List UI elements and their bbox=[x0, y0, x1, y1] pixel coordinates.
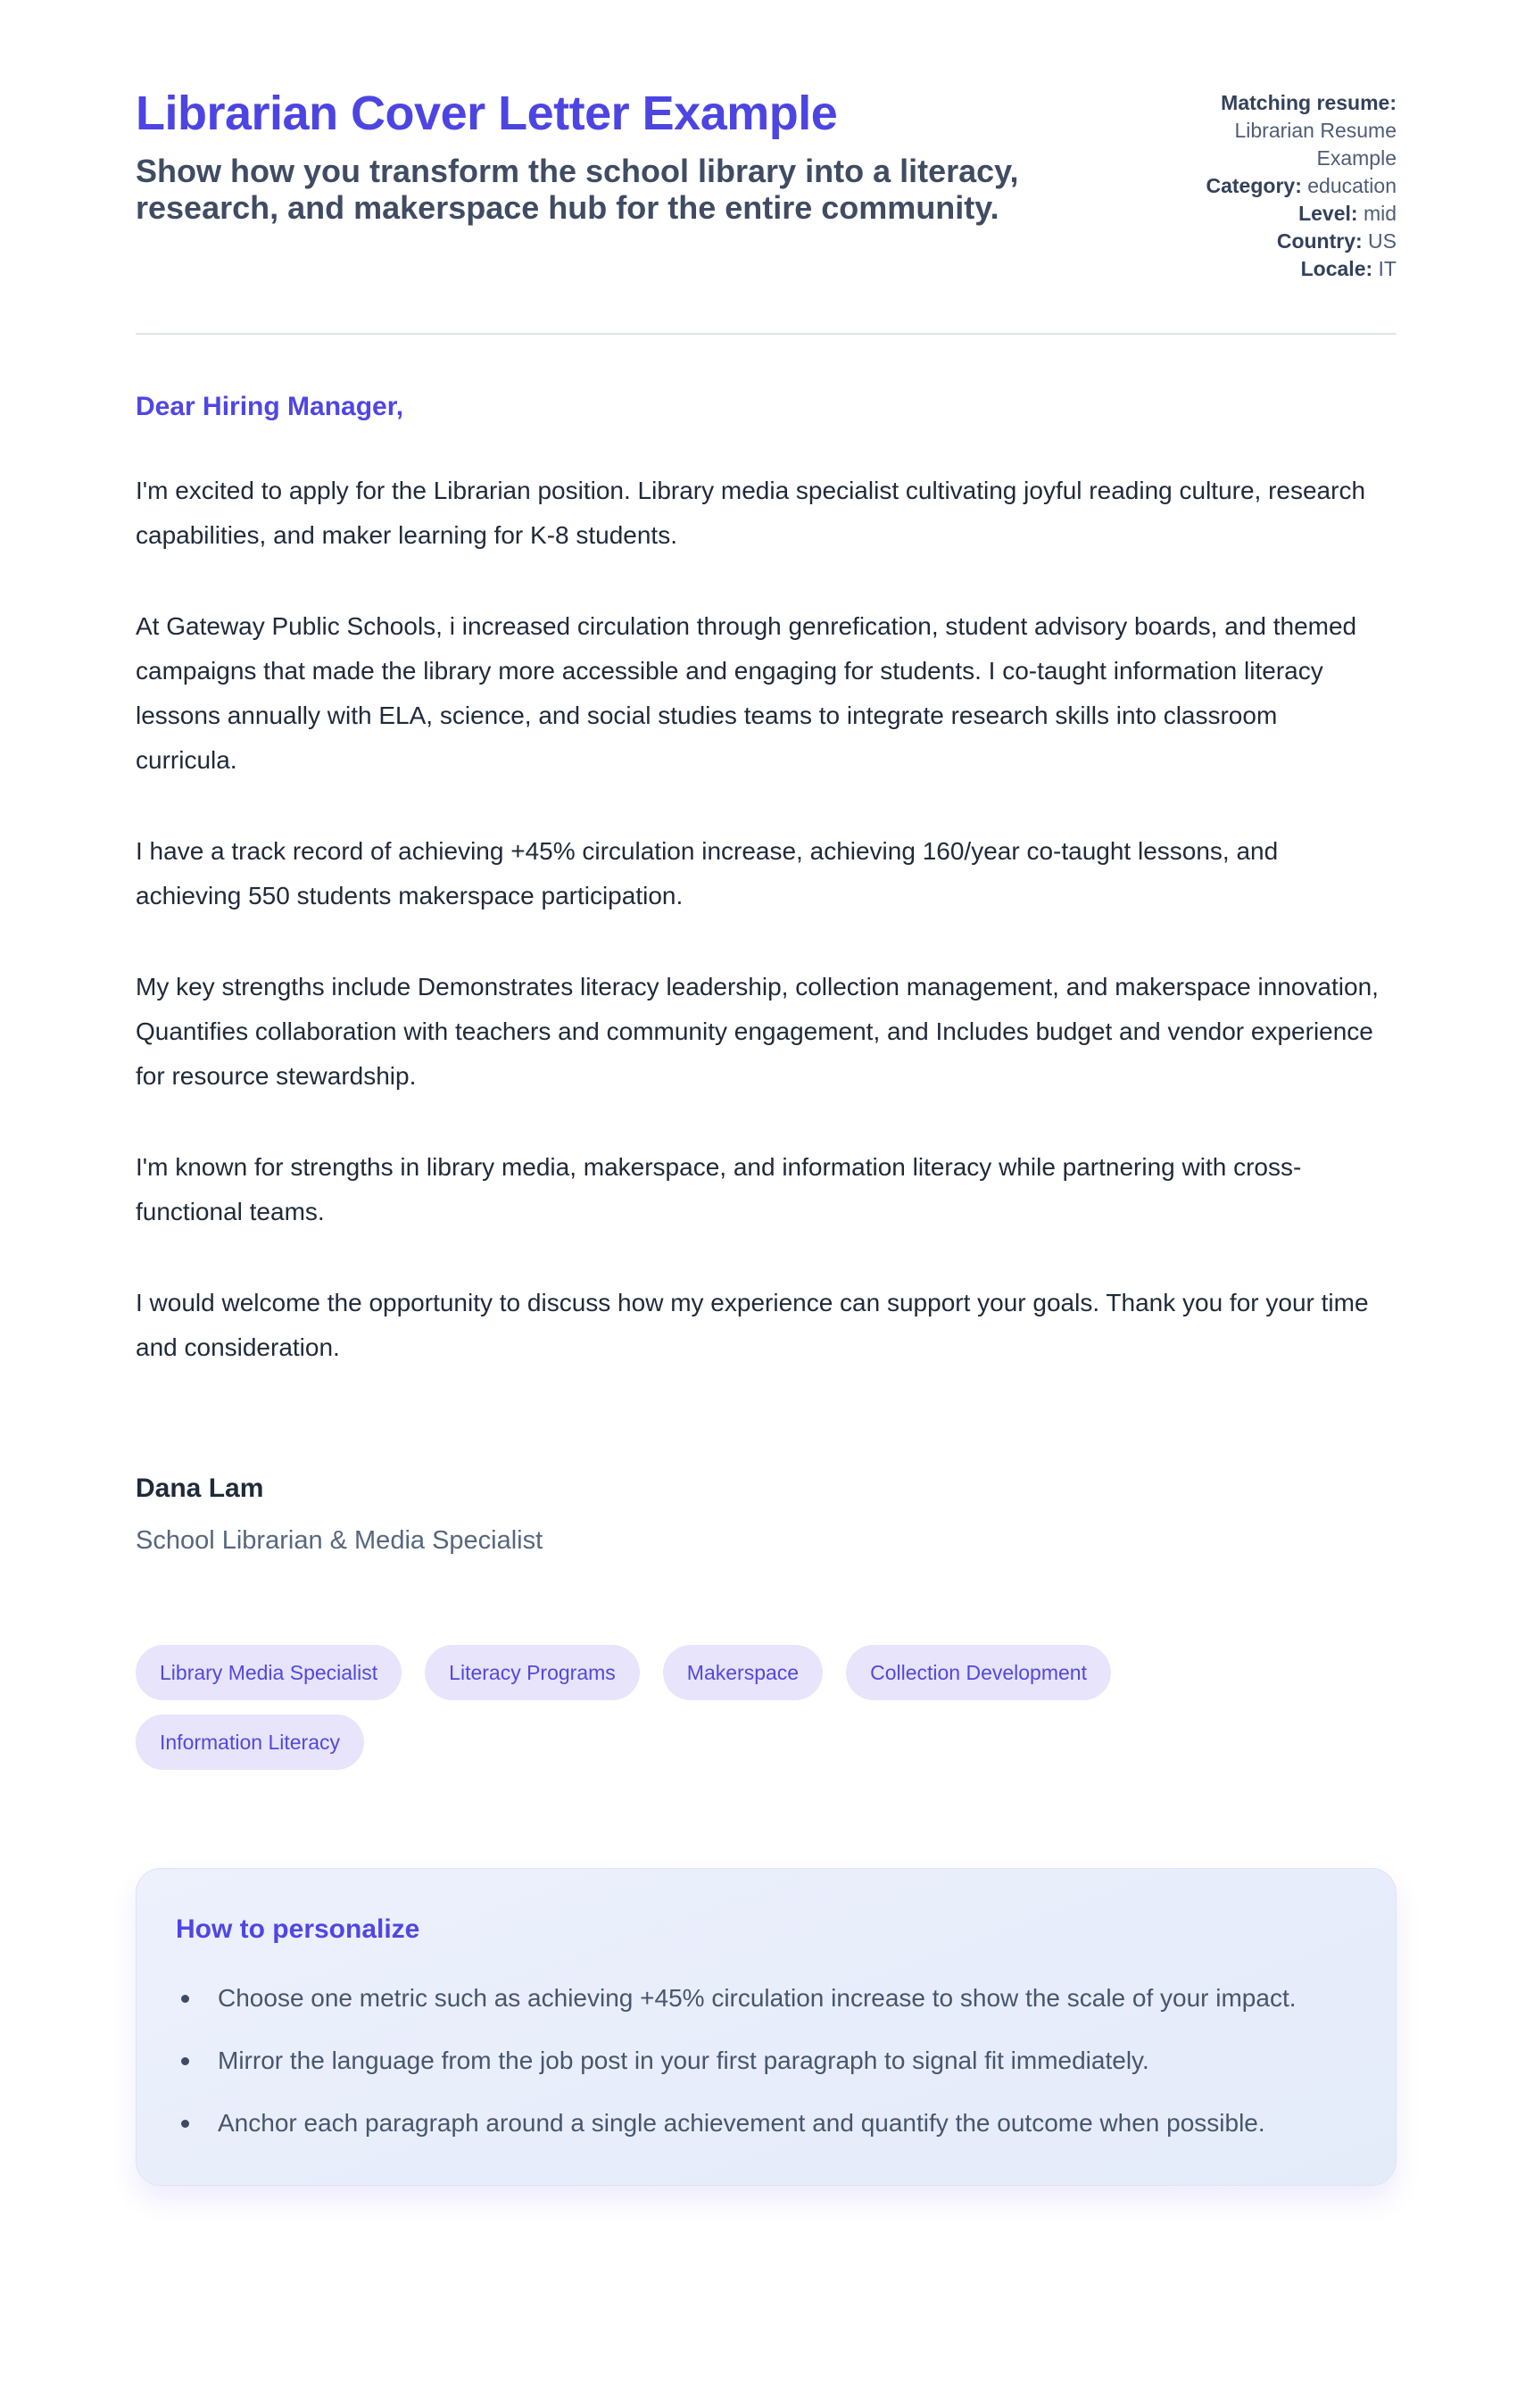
header-divider bbox=[136, 333, 1397, 335]
letter-paragraph: I would welcome the opportunity to discuss how my experience can support your goals. Thank you for your time and consideration. bbox=[136, 1289, 1369, 1361]
meta-row-category bbox=[1154, 172, 1397, 200]
tag-list bbox=[136, 1645, 1314, 1770]
meta-label: Level: bbox=[1298, 202, 1358, 225]
page-title: Librarian Cover Letter Example bbox=[136, 87, 838, 140]
tag-pill-literacy-programs[interactable]: Literacy Programs bbox=[425, 1645, 640, 1700]
header-title-block bbox=[136, 87, 1028, 226]
meta-value: Librarian Resume Example bbox=[1234, 119, 1397, 170]
meta-row-matching-resume bbox=[1154, 89, 1397, 172]
meta-row-level bbox=[1154, 200, 1397, 228]
tip-item bbox=[181, 2038, 1342, 2083]
meta-value: education bbox=[1307, 174, 1397, 197]
meta-label: Category: bbox=[1206, 174, 1302, 197]
tips-title: How to personalize bbox=[176, 1914, 420, 1944]
letter-paragraph: At Gateway Public Schools, i increased circulation through genrefication, student advisory boards, and themed campaigns that made the library more accessible and engaging for students. I co-taught information literacy lessons annually with ELA, science, and social studies teams to integrate research skills into classroom curricula. bbox=[136, 612, 1357, 774]
signature-name: Dana Lam bbox=[136, 1474, 264, 1503]
tip-text: Choose one metric such as achieving +45% circulation increase to show the scale of your impact. bbox=[218, 1984, 1297, 2012]
tip-text: Anchor each paragraph around a single achievement and quantify the outcome when possible. bbox=[218, 2109, 1265, 2137]
tag-pill-collection-development[interactable]: Collection Development bbox=[846, 1645, 1111, 1700]
bullet-dot-icon bbox=[181, 1995, 189, 2003]
bullet-dot-icon bbox=[181, 2120, 189, 2128]
meta-label: Country: bbox=[1276, 229, 1363, 253]
letter-body bbox=[136, 392, 1385, 1556]
meta-value: mid bbox=[1363, 202, 1397, 225]
tip-item bbox=[181, 2101, 1342, 2146]
letter-paragraph: My key strengths include Demonstrates literacy leadership, collection management, and makerspace innovation, Quantifies collaboration with teachers and community engagement, and Includes budget and vendor experience for resource stewardship. bbox=[136, 973, 1379, 1090]
tips-list bbox=[176, 1976, 1342, 2146]
letter-greeting: Dear Hiring Manager, bbox=[136, 392, 404, 421]
tag-pill-library-media-specialist[interactable]: Library Media Specialist bbox=[136, 1645, 402, 1700]
tag-pill-information-literacy[interactable]: Information Literacy bbox=[136, 1715, 364, 1770]
meta-value: IT bbox=[1378, 257, 1397, 280]
tip-item bbox=[181, 1976, 1342, 2021]
meta-row-country bbox=[1154, 228, 1397, 255]
signature-role: School Librarian & Media Specialist bbox=[136, 1526, 543, 1555]
letter-paragraph: I'm excited to apply for the Librarian position. Library media specialist cultivating joyful reading culture, research capabilities, and maker learning for K-8 students. bbox=[136, 477, 1366, 549]
bullet-dot-icon bbox=[181, 2057, 189, 2065]
page-subtitle: Show how you transform the school library into a literacy, research, and makerspace hub for the entire community. bbox=[136, 153, 1019, 226]
meta-label: Matching resume: bbox=[1221, 91, 1397, 114]
page-header bbox=[136, 87, 1397, 283]
tip-text: Mirror the language from the job post in your first paragraph to signal fit immediately. bbox=[218, 2047, 1149, 2074]
resume-meta-block bbox=[1154, 87, 1397, 283]
tag-pill-makerspace[interactable]: Makerspace bbox=[663, 1645, 823, 1700]
letter-paragraph: I'm known for strengths in library media, makerspace, and information literacy while partnering with cross-functional teams. bbox=[136, 1153, 1302, 1225]
meta-value: US bbox=[1368, 229, 1397, 253]
personalize-tips-card bbox=[136, 1868, 1397, 2186]
letter-paragraph: I have a track record of achieving +45% circulation increase, achieving 160/year co-taught lessons, and achieving 550 students makerspace participation. bbox=[136, 837, 1279, 909]
meta-label: Locale: bbox=[1300, 257, 1373, 280]
meta-row-locale bbox=[1154, 255, 1397, 283]
